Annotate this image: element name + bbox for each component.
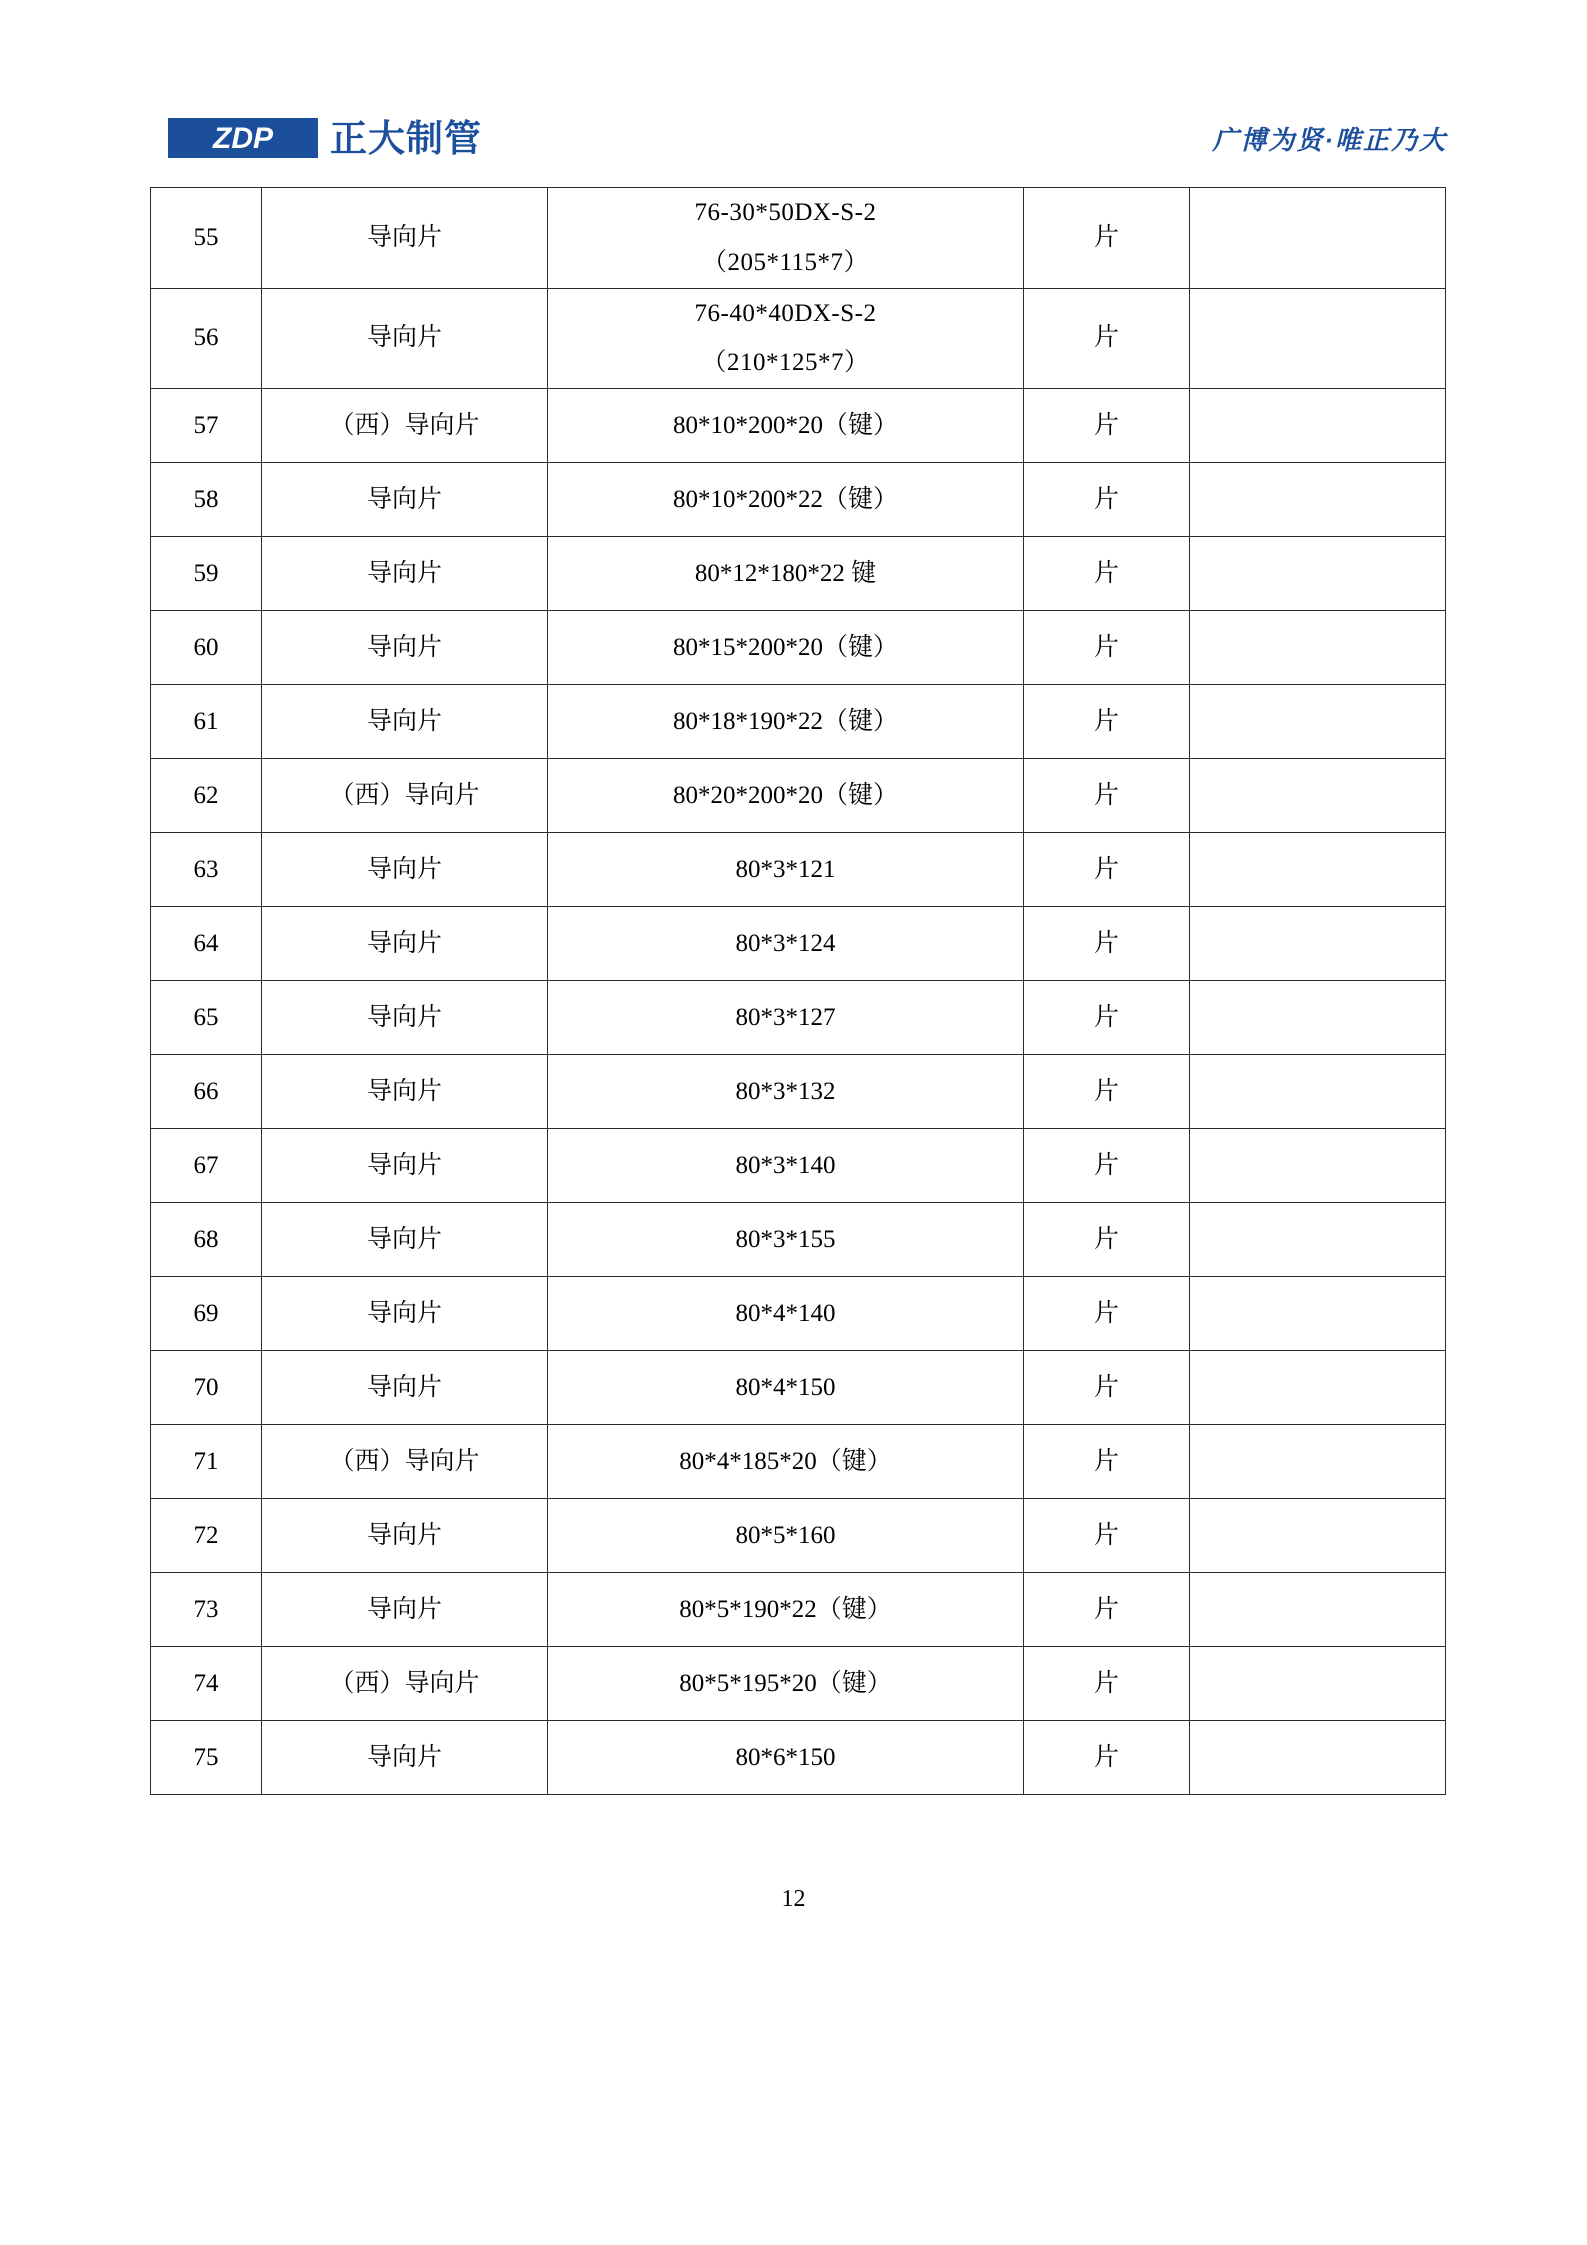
table-row xyxy=(151,1647,1446,1721)
cell-spec: 80*18*190*22（键） xyxy=(548,685,1024,759)
cell-spec-line2: （205*115*7） xyxy=(701,248,870,276)
company-logo xyxy=(168,116,482,160)
cell-note xyxy=(1190,759,1446,833)
cell-spec: 80*3*121 xyxy=(548,833,1024,907)
table-row xyxy=(151,611,1446,685)
cell-note xyxy=(1190,389,1446,463)
cell-spec: 80*3*124 xyxy=(548,907,1024,981)
cell-unit: 片 xyxy=(1024,463,1190,537)
cell-unit: 片 xyxy=(1024,611,1190,685)
cell-name: （西）导向片 xyxy=(262,1425,548,1499)
cell-unit: 片 xyxy=(1024,907,1190,981)
cell-name: 导向片 xyxy=(262,611,548,685)
cell-index: 74 xyxy=(151,1647,262,1721)
cell-note xyxy=(1190,981,1446,1055)
cell-note xyxy=(1190,611,1446,685)
cell-name: 导向片 xyxy=(262,1129,548,1203)
cell-index: 60 xyxy=(151,611,262,685)
cell-name: 导向片 xyxy=(262,537,548,611)
cell-index: 66 xyxy=(151,1055,262,1129)
cell-unit: 片 xyxy=(1024,1351,1190,1425)
cell-spec-line1: 76-40*40DX-S-2 xyxy=(694,299,877,327)
table-row xyxy=(151,463,1446,537)
cell-spec: 80*10*200*22（键） xyxy=(548,463,1024,537)
cell-unit: 片 xyxy=(1024,1647,1190,1721)
cell-index: 61 xyxy=(151,685,262,759)
logo-wordmark: 正大制管 xyxy=(330,117,482,159)
cell-name: 导向片 xyxy=(262,1721,548,1795)
cell-spec xyxy=(548,188,1024,289)
cell-name: 导向片 xyxy=(262,1055,548,1129)
cell-spec: 80*10*200*20（键） xyxy=(548,389,1024,463)
table-row xyxy=(151,188,1446,289)
cell-unit: 片 xyxy=(1024,1055,1190,1129)
company-slogan: 广博为贤·唯正乃大 xyxy=(1212,124,1447,155)
cell-index: 68 xyxy=(151,1203,262,1277)
cell-note xyxy=(1190,1721,1446,1795)
table-row xyxy=(151,1351,1446,1425)
cell-note xyxy=(1190,1647,1446,1721)
table-row xyxy=(151,1129,1446,1203)
cell-name: （西）导向片 xyxy=(262,389,548,463)
table-row xyxy=(151,907,1446,981)
cell-note xyxy=(1190,537,1446,611)
cell-note xyxy=(1190,1129,1446,1203)
cell-note xyxy=(1190,1203,1446,1277)
table-row xyxy=(151,288,1446,389)
page-footer xyxy=(0,1886,1587,1913)
cell-unit: 片 xyxy=(1024,288,1190,389)
cell-spec: 80*3*155 xyxy=(548,1203,1024,1277)
cell-unit: 片 xyxy=(1024,188,1190,289)
cell-spec-line1: 76-30*50DX-S-2 xyxy=(694,199,877,226)
table-row xyxy=(151,1499,1446,1573)
table-row xyxy=(151,389,1446,463)
cell-index: 72 xyxy=(151,1499,262,1573)
parts-table-body xyxy=(151,188,1446,1795)
cell-spec: 80*4*140 xyxy=(548,1277,1024,1351)
cell-index: 71 xyxy=(151,1425,262,1499)
cell-unit: 片 xyxy=(1024,759,1190,833)
table-row xyxy=(151,1425,1446,1499)
cell-index: 59 xyxy=(151,537,262,611)
cell-index: 65 xyxy=(151,981,262,1055)
cell-spec: 80*12*180*22 键 xyxy=(548,537,1024,611)
parts-table xyxy=(150,187,1446,1795)
table-row xyxy=(151,833,1446,907)
svg-text:ZDP: ZDP xyxy=(213,122,273,155)
zdp-logo-icon xyxy=(168,116,318,160)
cell-name: 导向片 xyxy=(262,685,548,759)
cell-spec: 80*5*190*22（键） xyxy=(548,1573,1024,1647)
cell-spec xyxy=(548,288,1024,389)
cell-index: 63 xyxy=(151,833,262,907)
cell-spec: 80*5*195*20（键） xyxy=(548,1647,1024,1721)
cell-name: 导向片 xyxy=(262,1203,548,1277)
cell-index: 64 xyxy=(151,907,262,981)
cell-index: 73 xyxy=(151,1573,262,1647)
cell-spec: 80*15*200*20（键） xyxy=(548,611,1024,685)
cell-note xyxy=(1190,1055,1446,1129)
cell-name: （西）导向片 xyxy=(262,759,548,833)
table-row xyxy=(151,1573,1446,1647)
table-row xyxy=(151,1277,1446,1351)
cell-name: 导向片 xyxy=(262,1499,548,1573)
cell-index: 56 xyxy=(151,288,262,389)
cell-note xyxy=(1190,288,1446,389)
cell-note xyxy=(1190,1277,1446,1351)
cell-name: （西）导向片 xyxy=(262,1647,548,1721)
cell-name: 导向片 xyxy=(262,463,548,537)
table-row xyxy=(151,685,1446,759)
table-row xyxy=(151,1055,1446,1129)
table-row xyxy=(151,981,1446,1055)
cell-note xyxy=(1190,1573,1446,1647)
table-row xyxy=(151,1721,1446,1795)
cell-index: 70 xyxy=(151,1351,262,1425)
cell-name: 导向片 xyxy=(262,1351,548,1425)
cell-spec: 80*3*140 xyxy=(548,1129,1024,1203)
cell-unit: 片 xyxy=(1024,833,1190,907)
cell-note xyxy=(1190,685,1446,759)
cell-unit: 片 xyxy=(1024,1277,1190,1351)
cell-spec: 80*20*200*20（键） xyxy=(548,759,1024,833)
table-row xyxy=(151,537,1446,611)
cell-note xyxy=(1190,188,1446,289)
page-number: 12 xyxy=(781,1886,806,1912)
cell-index: 67 xyxy=(151,1129,262,1203)
cell-spec: 80*4*150 xyxy=(548,1351,1024,1425)
cell-unit: 片 xyxy=(1024,537,1190,611)
cell-name: 导向片 xyxy=(262,188,548,289)
cell-note xyxy=(1190,1351,1446,1425)
cell-note xyxy=(1190,1499,1446,1573)
cell-unit: 片 xyxy=(1024,1203,1190,1277)
cell-unit: 片 xyxy=(1024,981,1190,1055)
cell-spec: 80*5*160 xyxy=(548,1499,1024,1573)
page-header xyxy=(168,108,1447,168)
cell-spec-line2: （210*125*7） xyxy=(701,349,870,377)
cell-name: 导向片 xyxy=(262,1277,548,1351)
cell-name: 导向片 xyxy=(262,907,548,981)
cell-unit: 片 xyxy=(1024,1129,1190,1203)
cell-unit: 片 xyxy=(1024,1425,1190,1499)
cell-name: 导向片 xyxy=(262,981,548,1055)
cell-unit: 片 xyxy=(1024,685,1190,759)
cell-unit: 片 xyxy=(1024,1721,1190,1795)
table-row xyxy=(151,1203,1446,1277)
cell-name: 导向片 xyxy=(262,288,548,389)
table-row xyxy=(151,759,1446,833)
cell-spec: 80*6*150 xyxy=(548,1721,1024,1795)
cell-index: 55 xyxy=(151,188,262,289)
cell-index: 69 xyxy=(151,1277,262,1351)
cell-note xyxy=(1190,1425,1446,1499)
cell-note xyxy=(1190,907,1446,981)
cell-note xyxy=(1190,833,1446,907)
cell-name: 导向片 xyxy=(262,1573,548,1647)
cell-unit: 片 xyxy=(1024,1499,1190,1573)
cell-index: 75 xyxy=(151,1721,262,1795)
cell-index: 62 xyxy=(151,759,262,833)
cell-index: 57 xyxy=(151,389,262,463)
parts-table-container xyxy=(150,187,1440,1795)
cell-spec: 80*3*127 xyxy=(548,981,1024,1055)
cell-unit: 片 xyxy=(1024,1573,1190,1647)
cell-unit: 片 xyxy=(1024,389,1190,463)
cell-name: 导向片 xyxy=(262,833,548,907)
cell-spec: 80*3*132 xyxy=(548,1055,1024,1129)
cell-note xyxy=(1190,463,1446,537)
cell-spec: 80*4*185*20（键） xyxy=(548,1425,1024,1499)
cell-index: 58 xyxy=(151,463,262,537)
